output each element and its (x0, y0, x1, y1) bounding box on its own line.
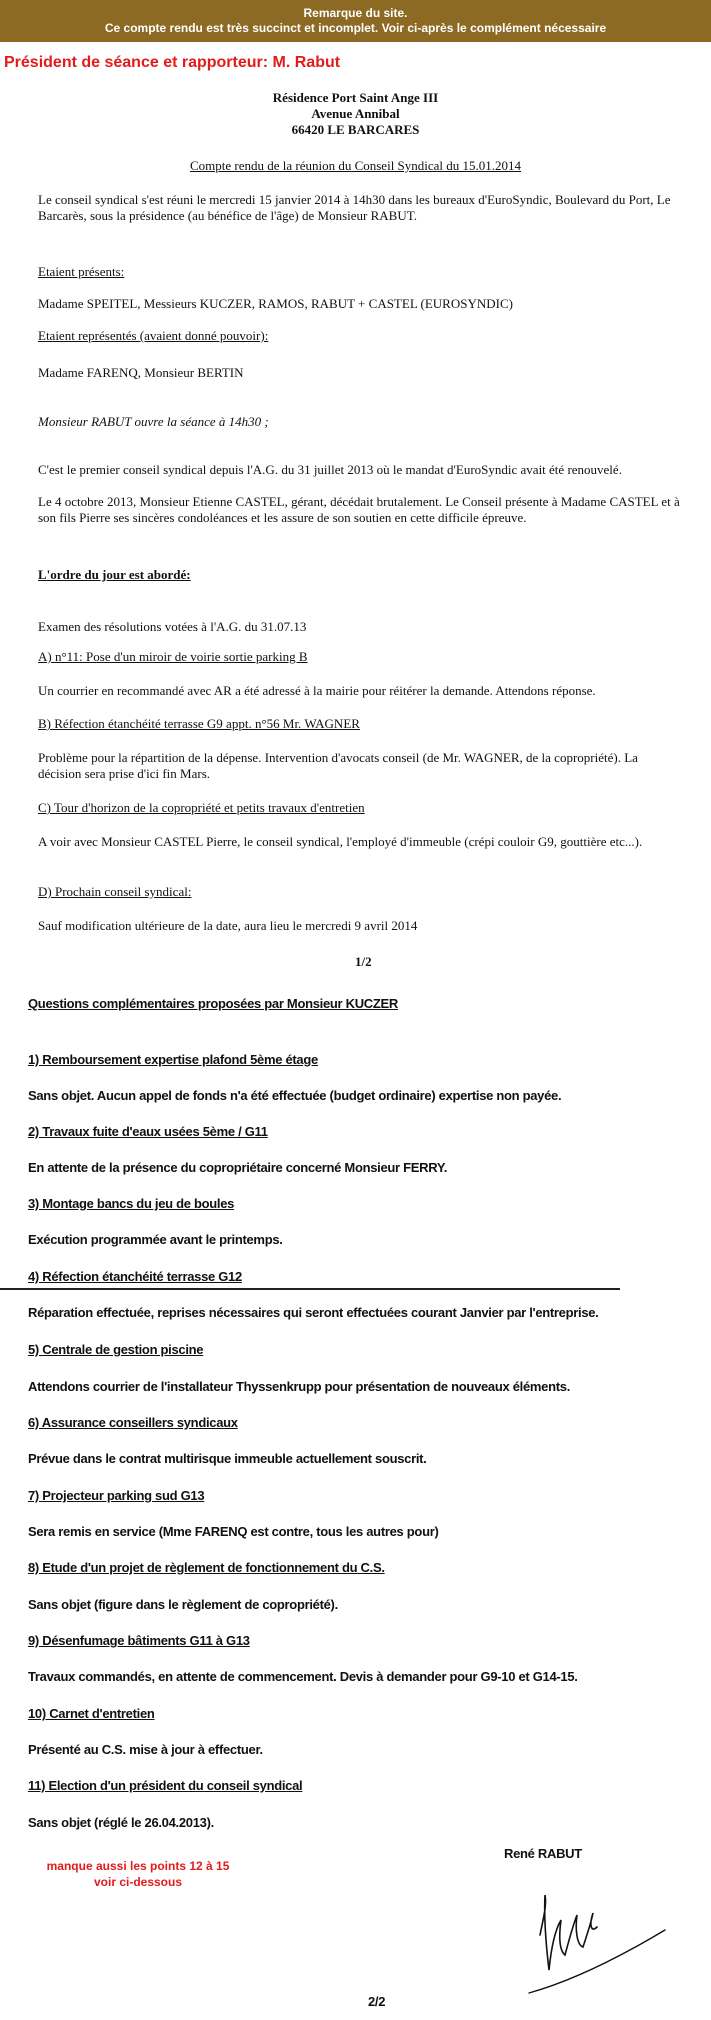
page-number-1: 1/2 (355, 954, 372, 969)
site-remark-banner (0, 0, 711, 42)
question-11-heading: 11) Election d'un président du conseil syndical (28, 1778, 303, 1793)
address-line-2: Avenue Annibal (311, 106, 400, 121)
signatory-name: René RABUT (504, 1846, 582, 1861)
present-label: Etaient présents: (38, 264, 125, 279)
section-divider (0, 1288, 620, 1290)
question-9-heading: 9) Désenfumage bâtiments G11 à G13 (28, 1633, 250, 1648)
agenda-item-a-text: Un courrier en recommandé avec AR a été adressé à la mairie pour réitérer la demande. Attendons réponse. (38, 683, 596, 698)
question-9-text: Travaux commandés, en attente de commencement. Devis à demander pour G9-10 et G14-15. (28, 1669, 578, 1684)
address-line-1: Résidence Port Saint Ange III (272, 90, 439, 105)
agenda-item-c-heading: C) Tour d'horizon de la copropriété et petits travaux d'entretien (38, 800, 365, 815)
question-7-text: Sera remis en service (Mme FARENQ est contre, tous les autres pour) (28, 1524, 439, 1539)
question-2-text: En attente de la présence du copropriétaire concerné Monsieur FERRY. (28, 1160, 448, 1175)
agenda-item-d-text: Sauf modification ultérieure de la date, aura lieu le mercredi 9 avril 2014 (38, 918, 418, 933)
missing-points-line-2: voir ci-dessous (93, 1875, 183, 1889)
question-10-text: Présenté au C.S. mise à jour à effectuer. (28, 1742, 263, 1757)
question-5-heading: 5) Centrale de gestion piscine (28, 1342, 204, 1357)
address-line-3: 66420 LE BARCARES (291, 122, 420, 137)
question-10-heading: 10) Carnet d'entretien (28, 1706, 155, 1721)
question-5-text: Attendons courrier de l'installateur Thyssenkrupp pour présentation de nouveaux éléments. (28, 1379, 571, 1394)
resolutions-exam: Examen des résolutions votées à l'A.G. du 31.07.13 (38, 619, 307, 634)
banner-message: Ce compte rendu est très succinct et incomplet. Voir ci-après le complément nécessaire (104, 21, 607, 35)
agenda-item-c-text: A voir avec Monsieur CASTEL Pierre, le conseil syndical, l'employé d'immeuble (crépi couloir G9, gouttière etc...). (38, 834, 643, 849)
handwritten-signature (515, 1875, 695, 2005)
president-heading: Président de séance et rapporteur: M. Rabut (4, 54, 341, 71)
missing-points-line-1: manque aussi les points 12 à 15 (46, 1859, 230, 1873)
page-number-2: 2/2 (368, 1994, 386, 2009)
question-2-heading: 2) Travaux fuite d'eaux usées 5ème / G11 (28, 1124, 268, 1139)
condolences-paragraph: Le 4 octobre 2013, Monsieur Etienne CASTEL, gérant, décédait brutalement. Le Conseil présente à Madame CASTEL et à son fils Pierre ses sincères condoléances et les assure de son soutien en cette difficile épreuve. (38, 494, 680, 525)
question-1-text: Sans objet. Aucun appel de fonds n'a été effectuée (budget ordinaire) expertise non payée. (28, 1088, 562, 1103)
represented-label: Etaient représentés (avaient donné pouvoir): (38, 328, 269, 343)
question-4-text: Réparation effectuée, reprises nécessaires qui seront effectuées courant Janvier par l'entreprise. (28, 1305, 599, 1320)
represented-names: Madame FARENQ, Monsieur BERTIN (38, 365, 244, 380)
opening-statement: Monsieur RABUT ouvre la séance à 14h30 ; (38, 414, 269, 429)
question-6-text: Prévue dans le contrat multirisque immeuble actuellement souscrit. (28, 1451, 427, 1466)
agenda-item-a-heading: A) n°11: Pose d'un miroir de voirie sortie parking B (38, 649, 308, 664)
complementary-questions-heading: Questions complémentaires proposées par Monsieur KUCZER (28, 996, 398, 1011)
question-1-heading: 1) Remboursement expertise plafond 5ème étage (28, 1052, 318, 1067)
question-7-heading: 7) Projecteur parking sud G13 (28, 1488, 205, 1503)
agenda-item-d-heading: D) Prochain conseil syndical: (38, 884, 192, 899)
intro-paragraph: Le conseil syndical s'est réuni le mercredi 15 janvier 2014 à 14h30 dans les bureaux d'EuroSyndic, Boulevard du Port, Le Barcarès, sous la présidence (au bénéfice de l'âge) de Monsieur RABUT. (38, 192, 671, 223)
report-title: Compte rendu de la réunion du Conseil Syndical du 15.01.2014 (189, 158, 522, 173)
first-council-paragraph: C'est le premier conseil syndical depuis l'A.G. du 31 juillet 2013 où le mandat d'EuroSyndic avait été renouvelé. (38, 462, 622, 477)
question-3-heading: 3) Montage bancs du jeu de boules (28, 1196, 235, 1211)
banner-title: Remarque du site. (303, 6, 408, 20)
question-8-text: Sans objet (figure dans le règlement de copropriété). (28, 1597, 338, 1612)
agenda-heading: L'ordre du jour est abordé: (38, 567, 191, 582)
question-11-text: Sans objet (réglé le 26.04.2013). (28, 1815, 214, 1830)
question-4-heading: 4) Réfection étanchéité terrasse G12 (28, 1269, 242, 1284)
agenda-item-b-text: Problème pour la répartition de la dépense. Intervention d'avocats conseil (de Mr. WAGNER, de la copropriété). La décision sera prise d'ici fin Mars. (38, 750, 638, 781)
question-8-heading: 8) Etude d'un projet de règlement de fonctionnement du C.S. (28, 1560, 385, 1575)
missing-points-note (18, 1858, 258, 1890)
question-6-heading: 6) Assurance conseillers syndicaux (28, 1415, 238, 1430)
present-names: Madame SPEITEL, Messieurs KUCZER, RAMOS, RABUT + CASTEL (EUROSYNDIC) (38, 296, 513, 311)
agenda-item-b-heading: B) Réfection étanchéité terrasse G9 appt. n°56 Mr. WAGNER (38, 716, 360, 731)
question-3-text: Exécution programmée avant le printemps. (28, 1232, 283, 1247)
